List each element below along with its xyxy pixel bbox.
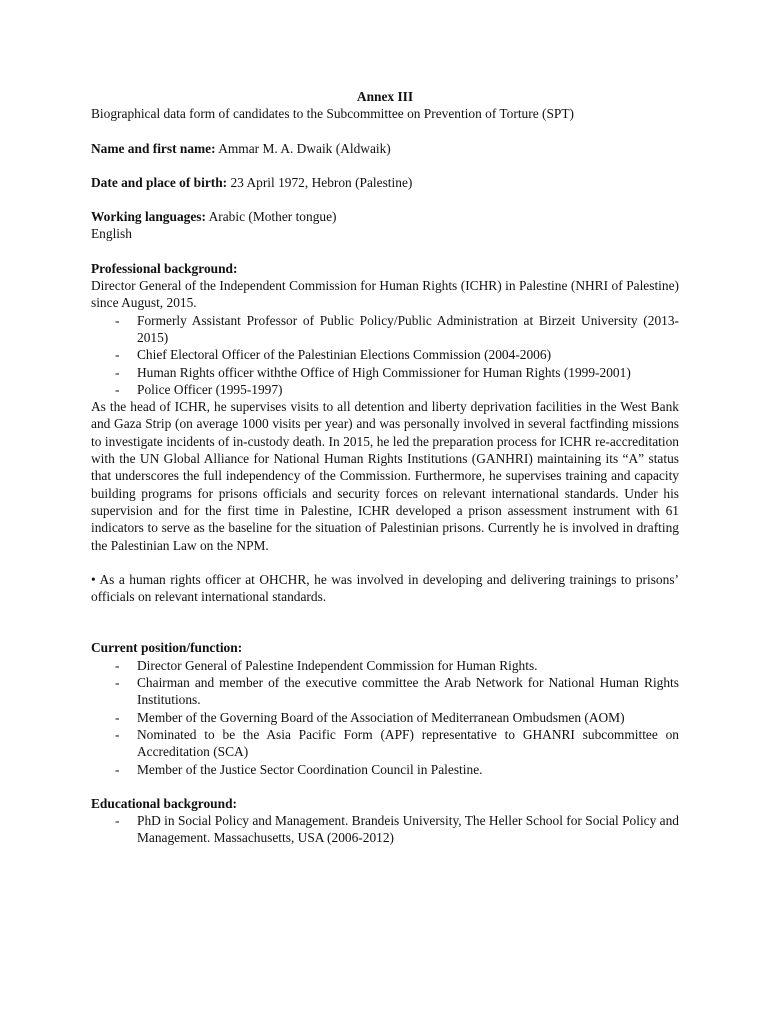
dash-marker: - xyxy=(115,709,120,725)
dash-marker: - xyxy=(115,761,120,777)
ohchr-bullet: • As a human rights officer at OHCHR, he was involved in developing and delivering trainings to prisons’ officials on relevant international standards. xyxy=(91,571,679,605)
professional-intro: Director General of the Independent Commission for Human Rights (ICHR) in Palestine (NHRI of Palestine) since August, 2015. xyxy=(91,278,679,311)
name-label: Name and first name: xyxy=(91,140,216,156)
languages-value: Arabic (Mother tongue) xyxy=(205,209,337,225)
list-item: - Member of the Justice Sector Coordination Council in Palestine. xyxy=(115,761,483,777)
name-value: Ammar M. A. Dwaik (Aldwaik) xyxy=(215,140,391,156)
languages-label: Working languages: xyxy=(91,209,206,225)
dash-marker: - xyxy=(115,381,120,397)
list-item: - Chief Electoral Officer of the Palestinian Elections Commission (2004-2006) xyxy=(115,347,552,363)
form-subtitle: Biographical data form of candidates to the Subcommittee on Prevention of Torture (SPT) xyxy=(91,106,574,122)
dash-marker: - xyxy=(115,813,120,829)
list-item: - Director General of Palestine Independent Commission for Human Rights. xyxy=(115,657,538,673)
list-item: - PhD in Social Policy and Management. Brandeis University, The Heller School for Social Policy and Management. Massachusetts, USA (2006-2012) xyxy=(115,813,679,846)
professional-paragraph: As the head of ICHR, he supervises visits to all detention and liberty deprivation facilities in the West Bank and Gaza Strip (on average 1000 visits per year) and was personally involved in several factfinding missions to investigate incidents of in-custody death. In 2015, he led the preparation process for ICHR re-accreditation with the UN Global Alliance for National Human Rights Institutions (GANHRI) maintaining its “A” status that underscores the full independency of the Commission. Furthermore, he supervises training and capacity building programs for prisons officials and security forces on relevant international standards. Under his supervision and for the first time in Palestine, ICHR developed a prison assessment instrument with 61 indicators to serve as the baseline for the situation of Palestinian prisons. Currently he is involved in drafting the Palestinian Law on the NPM. xyxy=(91,399,679,553)
dash-marker: - xyxy=(115,726,120,742)
dash-marker: - xyxy=(115,675,120,691)
current-list xyxy=(91,657,679,778)
list-item: - Police Officer (1995-1997) xyxy=(115,381,283,397)
languages-line xyxy=(91,208,679,225)
list-item: - Member of the Governing Board of the Association of Mediterranean Ombudsmen (AOM) xyxy=(115,709,625,725)
name-line xyxy=(91,140,679,157)
list-item: - Formerly Assistant Professor of Public Policy/Public Administration at Birzeit University (2013-2015) xyxy=(115,312,679,345)
languages-second-line: English xyxy=(91,226,132,242)
annex-title: Annex III xyxy=(356,89,414,104)
current-heading: Current position/function: xyxy=(91,640,243,656)
birth-line xyxy=(91,174,679,191)
education-heading: Educational background: xyxy=(91,795,237,811)
list-item: - Chairman and member of the executive committee the Arab Network for National Human Rights Institutions. xyxy=(115,675,679,708)
birth-label: Date and place of birth: xyxy=(91,174,228,190)
dash-marker: - xyxy=(115,347,120,363)
professional-heading: Professional background: xyxy=(91,260,238,276)
list-item: - Human Rights officer withthe Office of High Commissioner for Human Rights (1999-2001) xyxy=(115,364,631,380)
dash-marker: - xyxy=(115,312,120,328)
education-list xyxy=(91,812,679,847)
dash-marker: - xyxy=(115,364,120,380)
professional-list xyxy=(91,312,679,398)
dash-marker: - xyxy=(115,657,120,673)
birth-value: 23 April 1972, Hebron (Palestine) xyxy=(227,174,413,190)
list-item: - Nominated to be the Asia Pacific Form (APF) representative to GHANRI subcommittee on Accreditation (SCA) xyxy=(115,726,679,760)
